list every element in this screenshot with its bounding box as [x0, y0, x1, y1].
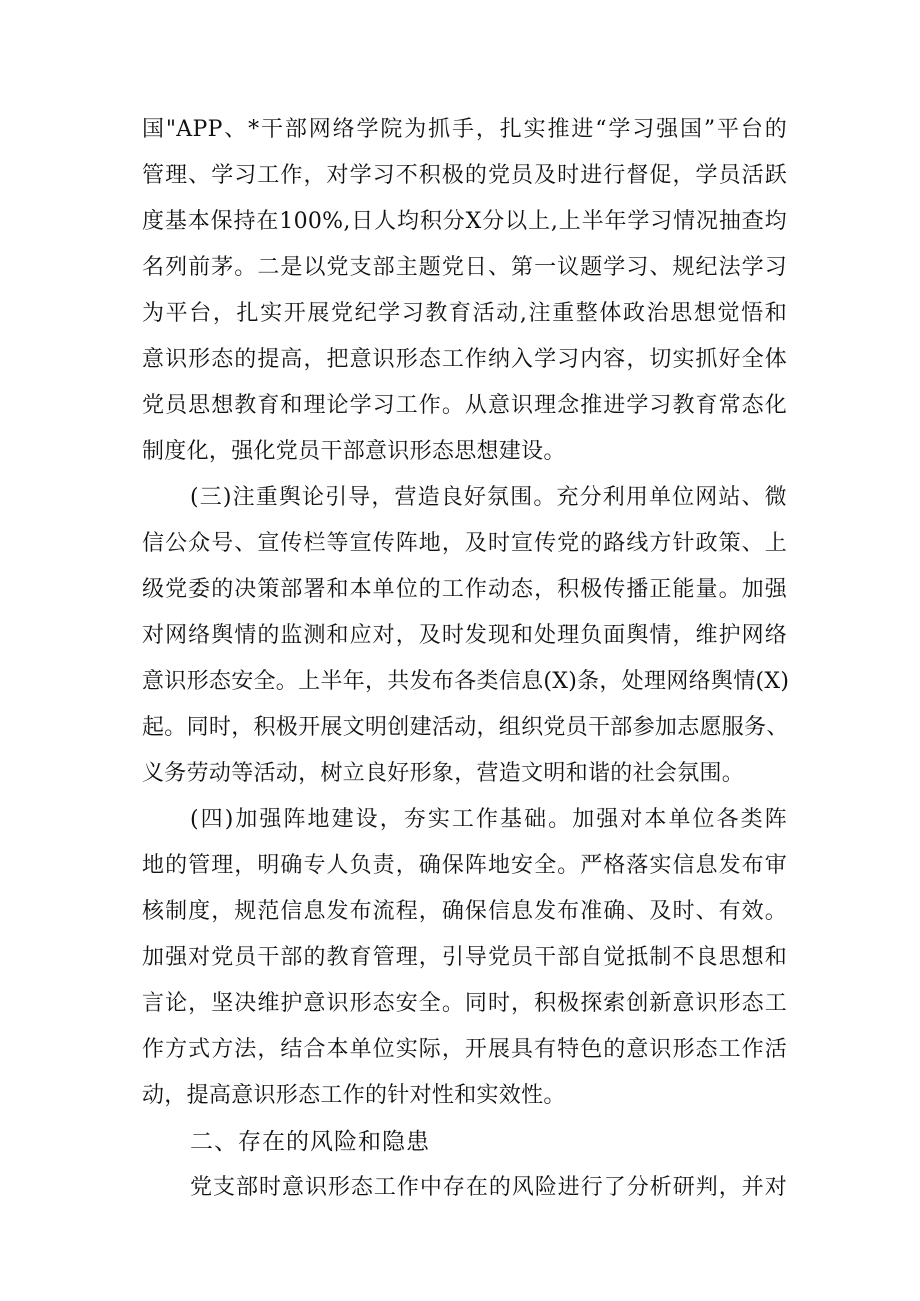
text-line: 国"APP、*干部网络学院为抓手，扎实推进“学习强国”平台的 — [142, 117, 787, 142]
text-line: 名列前茅。二是以党支部主题党日、第一议题学习、规纪法学习 — [142, 255, 787, 280]
text-line: (四)加强阵地建设，夯实工作基础。加强对本单位各类阵 — [190, 807, 787, 832]
text-line: 信公众号、宣传栏等宣传阵地，及时宣传党的路线方针政策、上 — [142, 531, 787, 556]
text-line: 地的管理，明确专人负责，确保阵地安全。严格落实信息发布审 — [142, 853, 787, 878]
text-line: 为平台，扎实开展党纪学习教育活动,注重整体政治思想觉悟和 — [142, 301, 787, 326]
text-line: (三)注重舆论引导，营造良好氛围。充分利用单位网站、微 — [190, 485, 787, 510]
text-line: 意识形态安全。上半年，共发布各类信息(X)条，处理网络舆情(X) — [142, 669, 790, 694]
text-line: 度基本保持在100%,日人均积分X分以上,上半年学习情况抽查均 — [142, 209, 787, 234]
text-line: 管理、学习工作，对学习不积极的党员及时进行督促，学员活跃 — [142, 163, 787, 188]
text-line: 动，提高意识形态工作的针对性和实效性。 — [142, 1083, 566, 1108]
text-line: 级党委的决策部署和本单位的工作动态，积极传播正能量。加强 — [142, 577, 787, 602]
text-line: 起。同时，积极开展文明创建活动，组织党员干部参加志愿服务、 — [142, 715, 789, 740]
text-line: 义务劳动等活动，树立良好形象，营造文明和谐的社会氛围。 — [142, 761, 745, 786]
text-line: 对网络舆情的监测和应对，及时发现和处理负面舆情，维护网络 — [142, 623, 787, 648]
text-line: 制度化，强化党员干部意识形态思想建设。 — [142, 439, 566, 464]
text-line: 意识形态的提高，把意识形态工作纳入学习内容，切实抓好全体 — [142, 347, 787, 372]
section-heading: 二、存在的风险和隐患 — [190, 1129, 430, 1155]
text-line: 加强对党员干部的教育管理，引导党员干部自觉抵制不良思想和 — [142, 945, 787, 970]
text-line: 党支部时意识形态工作中存在的风险进行了分析研判，并对 — [190, 1175, 787, 1200]
text-line: 党员思想教育和理论学习工作。从意识理念推进学习教育常态化 — [142, 393, 787, 418]
text-line: 言论，坚决维护意识形态安全。同时，积极探索创新意识形态工 — [142, 991, 787, 1016]
text-line: 核制度，规范信息发布流程，确保信息发布准确、及时、有效。 — [142, 899, 787, 924]
text-line: 作方式方法，结合本单位实际，开展具有特色的意识形态工作活 — [142, 1037, 787, 1062]
